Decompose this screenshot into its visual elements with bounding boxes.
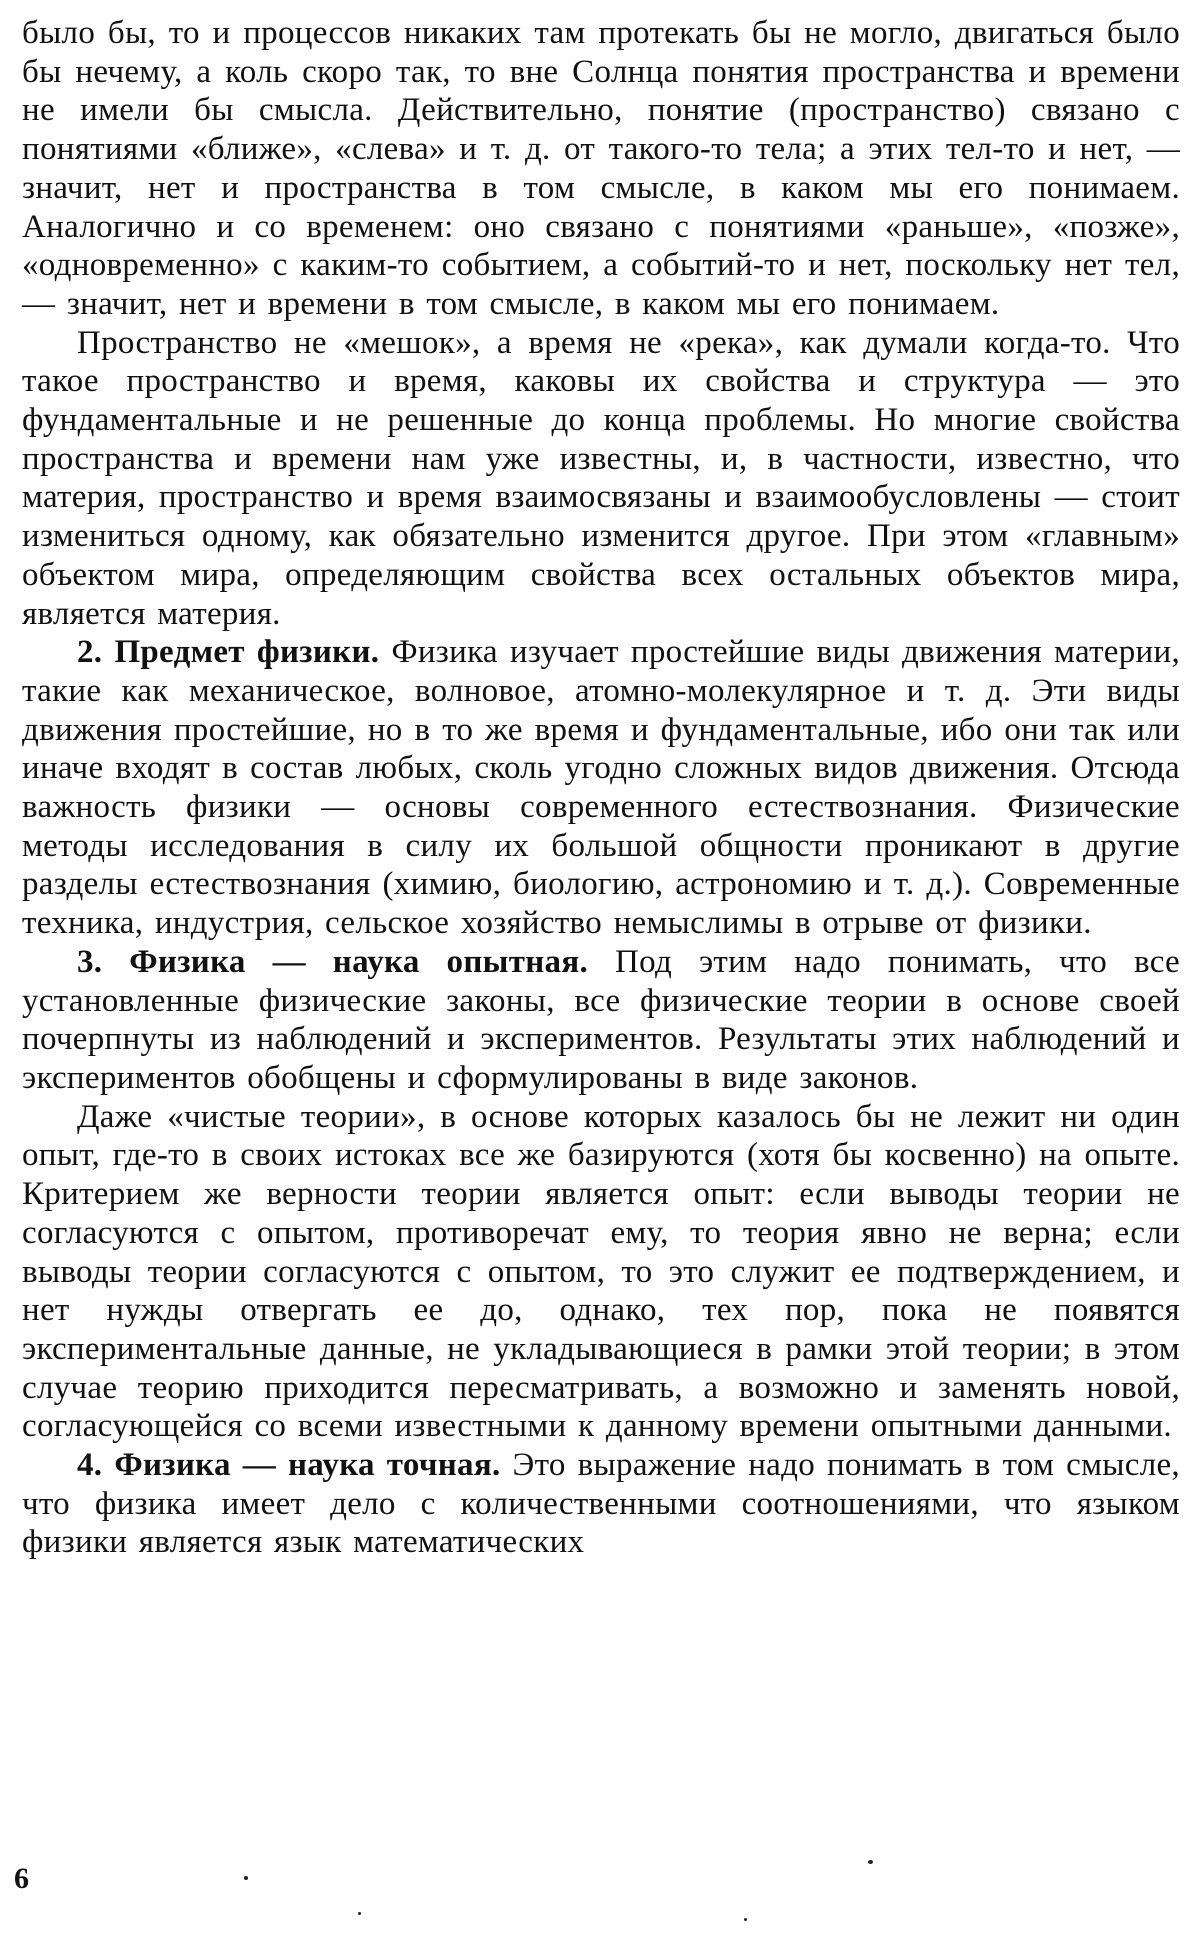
section-4-text: Это выражение надо понимать в том смысле, что физика имеет дело с количественными соотношениями, что языком физики является язык математических (22, 1447, 1180, 1561)
section-3-paragraph (22, 943, 1180, 1098)
section-2-paragraph (22, 633, 1180, 943)
section-4-number: 4. (77, 1447, 103, 1484)
print-speck (868, 1860, 873, 1864)
section-2-text: Физика изучает простейшие виды движения материи, такие как механическое, волновое, атомно-молекулярное и т. д. Эти виды движения простейшие, но в то же время и фундаментальные, ибо они так или иначе входят в состав любых, сколь угодно сложных видов движения. Отсюда важность физики — основы современного естествознания. Физические методы исследования в силу их большой общности проникают в другие разделы естествознания (химию, биологию, астрономию и т. д.). Современные техника, индустрия, сельское хозяйство немыслимы в отрыве от физики. (22, 634, 1181, 942)
section-4-paragraph (22, 1446, 1180, 1562)
section-2-title: Предмет физики. (114, 634, 380, 671)
page-number: 6 (14, 1862, 29, 1895)
section-3-text: Под этим надо понимать, что все установленные физические законы, все физические теории в основе своей почерпнуты из наблюдений и экспериментов. Результаты этих наблюдений и экспериментов обобщены и сформулированы в виде законов. (22, 943, 1180, 1096)
section-3-paragraph-2: Даже «чистые теории», в основе которых казалось бы не лежит ни один опыт, где-то в своих истоках все же базируются (хотя бы косвенно) на опыте. Критерием же верности теории является опыт: если выводы теории не согласуются с опытом, противоречат ему, то теория явно не верна; если выводы теории согласуются с опытом, то это служит ее подтверждением, и нет нужды отвергать ее до, однако, тех пор, пока не появятся экспериментальные данные, не укладывающиеся в рамки этой теории; в этом случае теорию приходится пересматривать, а возможно и заменять новой, согласующейся со всеми известными к данному времени опытными данными. (22, 1098, 1180, 1445)
section-3-number: 3. (77, 943, 103, 980)
print-speck (358, 1912, 361, 1915)
paragraph-2: Пространство не «мешок», а время не «река», как думали когда-то. Что такое пространство и время, каковы их свойства и структура — это фундаментальные и не решенные до конца проблемы. Но многие свойства пространства и времени нам уже известны, и, в частности, известно, что материя, пространство и время взаимосвязаны и взаимообусловлены — стоит измениться одному, как обязательно изменится другое. При этом «главным» объектом мира, определяющим свойства всех остальных объектов мира, является материя. (22, 324, 1180, 632)
print-speck (744, 1918, 747, 1921)
book-page (22, 14, 1180, 1562)
section-3-title: Физика — наука опытная. (129, 943, 589, 980)
section-4-title: Физика — наука точная. (114, 1447, 501, 1484)
print-speck (244, 1876, 248, 1880)
section-2-number: 2. (77, 634, 103, 671)
paragraph-1: было бы, то и процессов никаких там протекать бы не могло, двигаться было бы нечему, а коль скоро так, то вне Солнца понятия пространства и времени не имели бы смысла. Действительно, понятие (пространство) связано с понятиями «ближе», «слева» и т. д. от такого-то тела; а этих тел-то и нет, — значит, нет и пространства в том смысле, в каком мы его понимаем. Аналогично и со временем: оно связано с понятиями «раньше», «позже», «одновременно» с каким-то событием, а событий-то и нет, поскольку нет тел, — значит, нет и времени в том смысле, в каком мы его понимаем. (22, 15, 1180, 322)
